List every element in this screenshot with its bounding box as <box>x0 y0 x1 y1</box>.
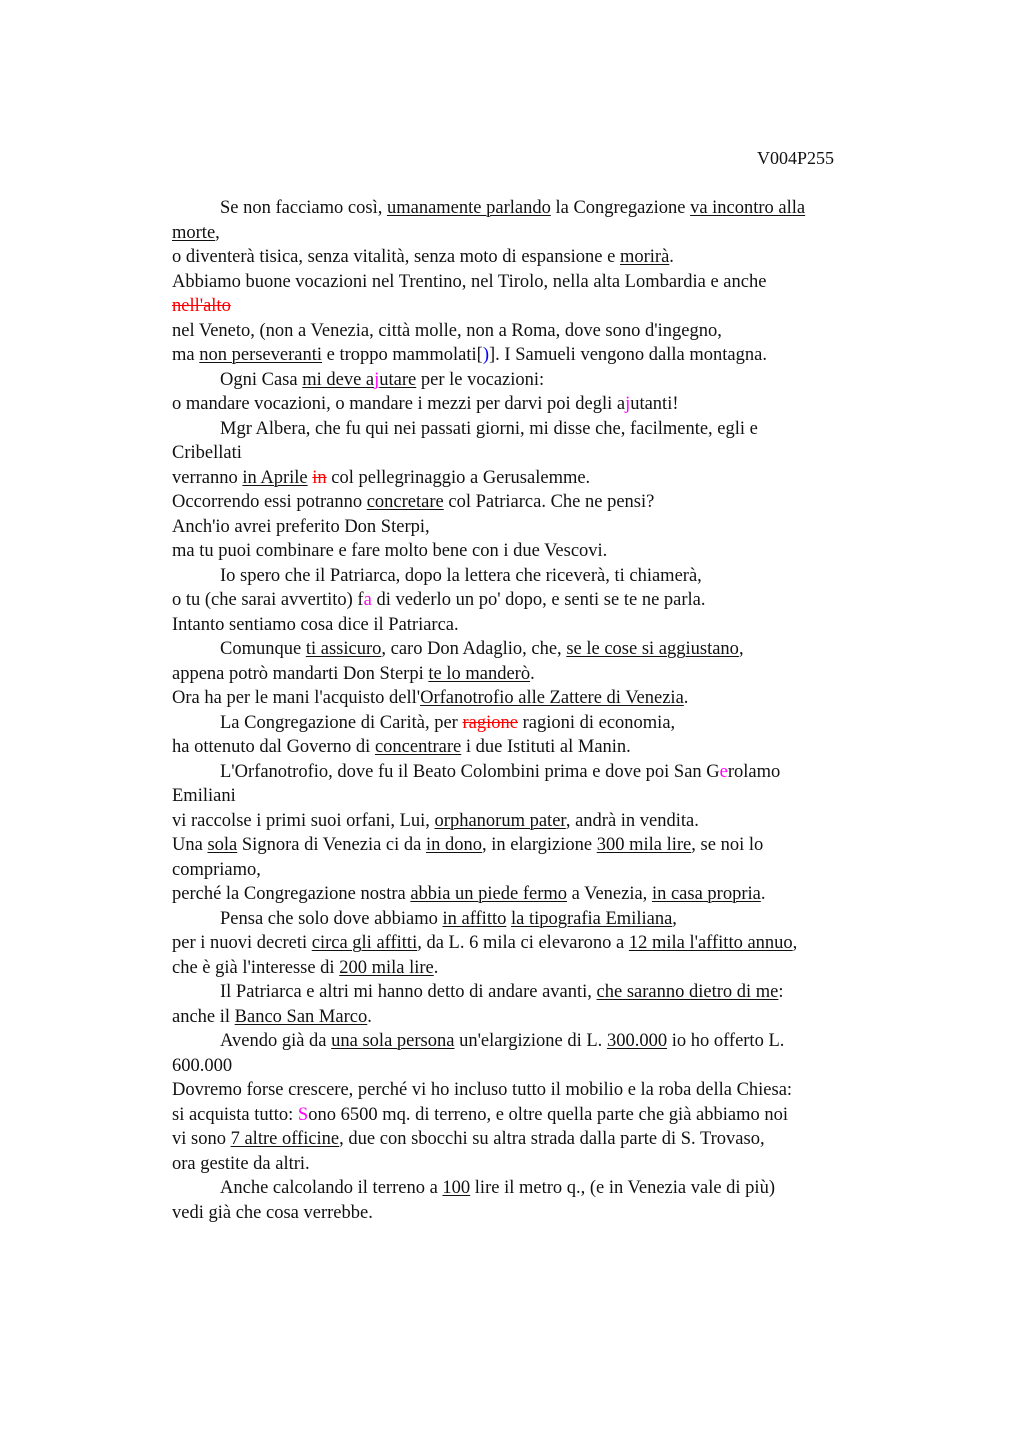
corrected-char: S <box>297 1104 309 1125</box>
text-run: per i nuovi decreti <box>172 933 312 953</box>
text-run: verranno <box>172 467 243 488</box>
text-run: Se non facciamo così, <box>220 198 387 218</box>
underlined-text: ti assicuro <box>305 639 382 659</box>
text-run: Anch'io avrei preferito Don Sterpi, <box>172 516 430 537</box>
underlined-text: in casa propria <box>651 884 761 904</box>
text-run: Occorrendo essi potranno <box>172 492 367 512</box>
text-run: ma <box>172 345 200 365</box>
underlined-text: in dono <box>425 835 482 855</box>
text-run: a Venezia, <box>567 884 652 904</box>
text-run: Dovremo forse crescere, perché vi ho incluso tutto il mobilio e la roba della Chiesa: <box>172 1080 793 1100</box>
text-run: appena potrò mandarti Don Sterpi <box>172 663 429 684</box>
text-run: Abbiamo buone vocazioni nel Trentino, nel Tirolo, nella alta Lombardia e anche <box>172 271 767 292</box>
underlined-text: morte <box>172 222 216 243</box>
text-run: un'elargizione di L. <box>454 1031 607 1051</box>
underlined-text: utare <box>379 369 417 390</box>
underlined-text: se le cose si aggiustano <box>566 639 739 659</box>
text-line <box>172 1201 884 1226</box>
text-run: , due con sbocchi su altra strada dalla parte di S. Trovaso, <box>339 1129 765 1149</box>
text-line <box>172 588 884 613</box>
text-run: , se noi lo <box>691 835 764 855</box>
text-line <box>172 564 884 589</box>
text-line <box>172 833 884 858</box>
text-line <box>172 270 884 295</box>
underlined-text: 100 <box>442 1178 471 1198</box>
underlined-text: 7 altre officine <box>230 1129 340 1149</box>
text-line <box>172 417 884 442</box>
text-run: ragioni di economia, <box>517 712 676 733</box>
text-run: L'Orfanotrofio, dove fu il Beato Colombini prima e dove poi San G <box>220 761 720 782</box>
underlined-text: va incontro alla <box>690 198 806 218</box>
text-run: Anche calcolando il terreno a <box>220 1178 443 1198</box>
text-run: perché la Congregazione nostra <box>172 884 411 904</box>
text-line <box>172 858 884 883</box>
text-run: vedi già che cosa verrebbe. <box>172 1202 373 1223</box>
underlined-text: in affitto <box>442 908 507 929</box>
text-line <box>172 1029 884 1054</box>
text-run: 600.000 <box>172 1055 233 1076</box>
text-run: o tu (che sarai avvertito) f <box>172 590 364 610</box>
text-line <box>172 196 884 221</box>
text-run: di vederlo un po' dopo, e senti se te ne parla. <box>371 590 706 610</box>
underlined-text: orphanorum pater <box>434 810 566 831</box>
text-line <box>172 343 884 368</box>
text-run: compriamo, <box>172 859 261 880</box>
text-run: ono 6500 mq. di terreno, e oltre quella parte che già abbiamo noi <box>308 1104 789 1125</box>
text-line <box>172 613 884 638</box>
corrected-char: j <box>625 394 631 414</box>
text-line <box>172 760 884 785</box>
text-run: che è già l'interesse di <box>172 957 340 978</box>
text-line <box>172 637 884 662</box>
text-line <box>172 392 884 417</box>
text-run: ma tu puoi combinare e fare molto bene con i due Vescovi. <box>172 541 608 561</box>
underlined-text: concentrare <box>374 737 462 757</box>
text-run: . <box>367 1006 372 1027</box>
text-run: io ho offerto L. <box>667 1031 785 1051</box>
text-line <box>172 466 884 491</box>
text-run: . <box>683 688 689 708</box>
text-run: utanti! <box>630 394 679 414</box>
text-run: Signora di Venezia ci da <box>237 835 426 855</box>
text-run: Avendo già da <box>220 1031 332 1051</box>
text-line <box>172 662 884 687</box>
text-run: . <box>530 663 535 684</box>
underlined-text: circa gli affitti <box>311 933 418 953</box>
text-run: la Congregazione <box>550 198 691 218</box>
text-run: , <box>738 639 744 659</box>
text-run: Comunque <box>220 639 306 659</box>
underlined-text: mi deve a <box>302 369 375 390</box>
text-line <box>172 1078 884 1103</box>
page-number: V004P255 <box>757 148 835 168</box>
underlined-text: Orfanotrofio alle Zattere di Venezia <box>420 688 684 708</box>
text-line <box>172 368 884 393</box>
text-run: , caro Don Adaglio, che, <box>381 639 567 659</box>
text-line <box>172 1054 884 1079</box>
text-run: ]. I Samueli vengono dalla montagna. <box>489 345 767 365</box>
text-run: Ora ha per le mani l'acquisto dell' <box>172 688 421 708</box>
text-line <box>172 686 884 711</box>
letter-body <box>172 196 884 1225</box>
text-run: vi raccolse i primi suoi orfani, Lui, <box>172 810 435 831</box>
inserted-char: ) <box>482 345 489 365</box>
corrected-char: j <box>374 369 380 390</box>
text-line <box>172 490 884 515</box>
text-run: Intanto sentiamo cosa dice il Patriarca. <box>172 614 459 635</box>
text-line <box>172 245 884 270</box>
text-run: : <box>778 982 784 1002</box>
text-run: col pellegrinaggio a Gerusalemme. <box>326 467 591 488</box>
underlined-text: te lo manderò <box>428 663 531 684</box>
deleted-text: ragione <box>462 712 518 733</box>
text-run: , da L. 6 mila ci elevarono a <box>417 933 629 953</box>
text-run: , <box>215 222 220 243</box>
corrected-char: e <box>719 761 728 782</box>
text-run: . <box>669 247 674 267</box>
text-run: anche il <box>172 1006 235 1027</box>
text-line <box>172 319 884 344</box>
underlined-text: 300.000 <box>606 1031 668 1051</box>
text-line <box>172 539 884 564</box>
text-run: Il Patriarca e altri mi hanno detto di andare avanti, <box>220 982 597 1002</box>
text-run: , <box>672 908 677 929</box>
underlined-text: una sola persona <box>331 1031 455 1051</box>
text-run: Emiliani <box>172 786 236 806</box>
underlined-text: la tipografia Emiliana <box>510 908 673 929</box>
text-line <box>172 1005 884 1030</box>
text-run: La Congregazione di Carità, per <box>220 712 463 733</box>
deleted-text: in <box>312 467 327 488</box>
text-run: o diventerà tisica, senza vitalità, senza moto di espansione e <box>172 247 620 267</box>
text-line <box>172 1127 884 1152</box>
underlined-text: umanamente parlando <box>386 198 551 218</box>
text-line <box>172 515 884 540</box>
text-line <box>172 784 884 809</box>
underlined-text: morirà <box>619 247 670 267</box>
text-line <box>172 221 884 246</box>
text-run: , <box>792 933 798 953</box>
text-run: vi sono <box>172 1129 231 1149</box>
deleted-text: nell'alto <box>172 296 231 316</box>
underlined-text: 12 mila l'affitto annuo <box>628 933 793 953</box>
text-line <box>172 1176 884 1201</box>
text-run: i due Istituti al Manin. <box>461 737 631 757</box>
underlined-text: abbia un piede fermo <box>410 884 568 904</box>
text-run: Io spero che il Patriarca, dopo la lettera che riceverà, ti chiamerà, <box>220 565 702 586</box>
text-line <box>172 1103 884 1128</box>
underlined-text: non perseveranti <box>199 345 323 365</box>
text-run: , in elargizione <box>482 835 597 855</box>
underlined-text: che saranno dietro di me <box>596 982 779 1002</box>
text-run: ora gestite da altri. <box>172 1153 310 1174</box>
text-run: si acquista tutto: <box>172 1104 298 1125</box>
underlined-text: 300 mila lire <box>596 835 692 855</box>
text-line <box>172 1152 884 1177</box>
text-run: Una <box>172 835 208 855</box>
text-run: e troppo mammolati[ <box>322 345 483 365</box>
text-run: o mandare vocazioni, o mandare i mezzi per darvi poi degli a <box>172 394 626 414</box>
text-run: , andrà in vendita. <box>565 810 699 831</box>
text-line <box>172 809 884 834</box>
text-line <box>172 735 884 760</box>
text-run: Mgr Albera, che fu qui nei passati giorni, mi disse che, facilmente, egli e <box>220 418 758 439</box>
text-run: . <box>760 884 766 904</box>
text-run: ha ottenuto dal Governo di <box>172 737 375 757</box>
text-run: Ogni Casa <box>220 369 303 390</box>
text-run: Pensa che solo dove abbiamo <box>220 908 443 929</box>
underlined-text: concretare <box>366 492 444 512</box>
text-line <box>172 294 884 319</box>
text-run: nel Veneto, (non a Venezia, città molle, non a Roma, dove sono d'ingegno, <box>172 320 722 341</box>
underlined-text: in Aprile <box>242 467 308 488</box>
corrected-char: a <box>363 590 372 610</box>
text-run: Cribellati <box>172 443 242 463</box>
text-line <box>172 711 884 736</box>
text-line <box>172 956 884 981</box>
text-line <box>172 931 884 956</box>
text-run: rolamo <box>727 761 781 782</box>
text-run: per le vocazioni: <box>416 369 545 390</box>
text-run: lire il metro q., (e in Venezia vale di più) <box>470 1178 775 1198</box>
text-line <box>172 882 884 907</box>
underlined-text: sola <box>207 835 238 855</box>
underlined-text: 200 mila lire <box>339 957 434 978</box>
text-line <box>172 980 884 1005</box>
underlined-text: Banco San Marco <box>234 1006 368 1027</box>
text-line <box>172 441 884 466</box>
text-run: . <box>433 957 439 978</box>
text-run: col Patriarca. Che ne pensi? <box>443 492 655 512</box>
text-line <box>172 907 884 932</box>
